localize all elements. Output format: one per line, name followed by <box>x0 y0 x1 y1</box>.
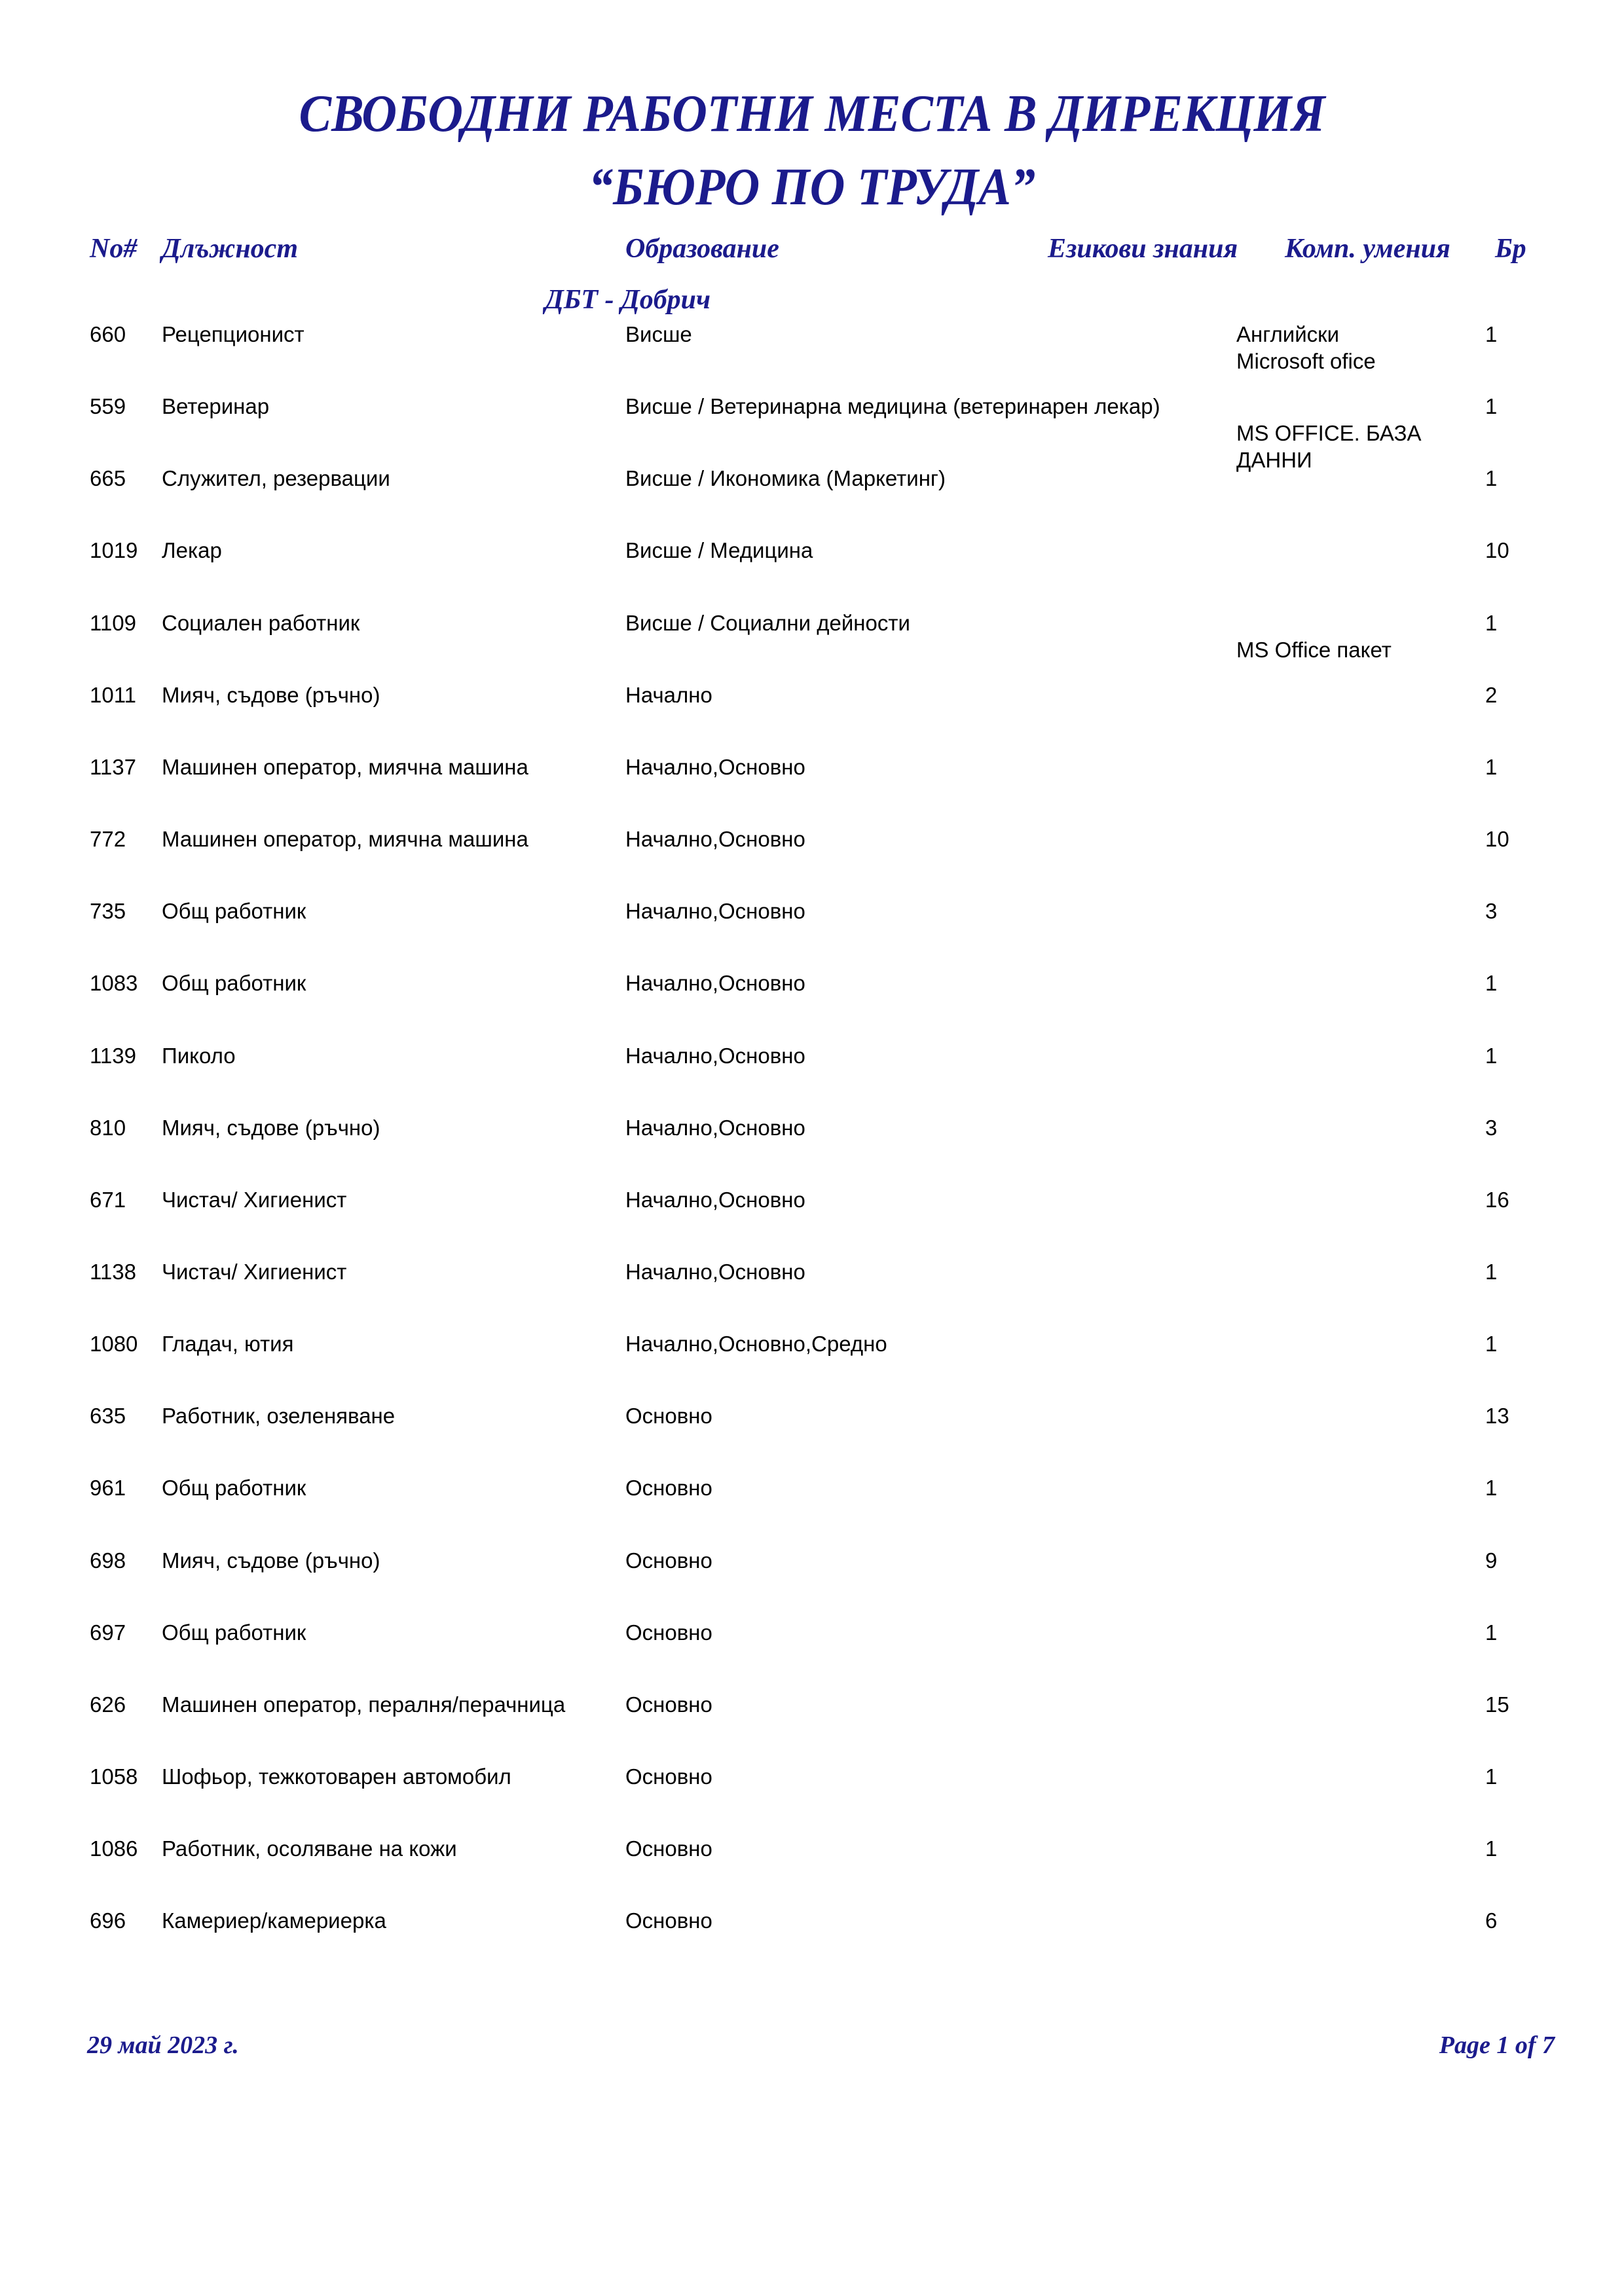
row-education: Начално,Основно,Средно <box>625 1332 887 1357</box>
row-education: Висше / Икономика (Маркетинг) <box>625 466 946 491</box>
table-row <box>0 393 1624 473</box>
column-header-position: Длъжност <box>162 234 298 264</box>
row-language <box>1236 898 1452 924</box>
row-language: Английски <box>1236 322 1340 346</box>
row-position: Машинен оператор, пералня/перачница <box>162 1692 566 1717</box>
row-education: Основно <box>625 1476 712 1501</box>
row-skills <box>1236 1763 1452 1790</box>
row-skills <box>1236 1835 1452 1862</box>
row-position: Машинен оператор, миячна машина <box>162 754 528 779</box>
row-skills <box>1236 898 1452 924</box>
row-language <box>1236 1907 1452 1934</box>
footer-page-number: Page 1 of 7 <box>1439 2032 1555 2059</box>
row-count: 1 <box>1485 1476 1498 1501</box>
column-header-no: No# <box>90 234 138 264</box>
row-number: 635 <box>90 1404 126 1429</box>
row-position: Ветеринар <box>162 394 270 419</box>
row-number: 1058 <box>90 1764 138 1789</box>
row-skills <box>1236 1258 1452 1285</box>
row-count: 1 <box>1485 394 1498 419</box>
row-skills <box>1236 970 1452 996</box>
table-row <box>0 1835 1624 1907</box>
row-skills <box>1236 1330 1452 1357</box>
section-header: ДБТ - Добрич <box>545 285 711 315</box>
page-title <box>57 77 1567 224</box>
row-position: Шофьор, тежкотоварен автомобил <box>162 1764 511 1789</box>
row-language <box>1236 1547 1452 1574</box>
table-row <box>0 321 1624 393</box>
row-education: Начално,Основно <box>625 1115 805 1140</box>
row-skills <box>1236 1547 1452 1574</box>
table-row <box>0 610 1624 682</box>
column-header-computer: Комп. умения <box>1285 234 1450 264</box>
page-title-line-2: “БЮРО ПО ТРУДА” <box>588 158 1036 216</box>
row-number: 1109 <box>90 610 136 635</box>
table-row <box>0 1547 1624 1619</box>
table-row <box>0 1258 1624 1330</box>
row-position: Общ работник <box>162 1620 306 1645</box>
row-education: Основно <box>625 1836 712 1861</box>
row-count: 1 <box>1485 610 1498 635</box>
row-number: 1086 <box>90 1836 138 1861</box>
row-count: 1 <box>1485 1332 1498 1357</box>
row-education: Начално,Основно <box>625 1043 805 1068</box>
table-row <box>0 754 1624 826</box>
table-row <box>0 1186 1624 1258</box>
row-position: Общ работник <box>162 1476 306 1501</box>
row-computer-skill: MS Office пакет <box>1236 637 1392 662</box>
table-row <box>0 465 1624 537</box>
table-row <box>0 1474 1624 1546</box>
row-skills <box>1236 1402 1452 1429</box>
table-row <box>0 537 1624 609</box>
row-language <box>1236 610 1452 636</box>
row-language <box>1236 1258 1452 1285</box>
row-education: Начално,Основно <box>625 754 805 779</box>
row-count: 1 <box>1485 466 1498 491</box>
row-language <box>1236 754 1452 780</box>
row-position: Машинен оператор, миячна машина <box>162 827 528 852</box>
row-computer-skill: ДАННИ <box>1236 448 1312 473</box>
row-count: 2 <box>1485 682 1498 707</box>
row-education: Основно <box>625 1620 712 1645</box>
row-count: 1 <box>1485 971 1498 996</box>
row-number: 1011 <box>90 682 136 707</box>
row-skills <box>1236 1691 1452 1718</box>
row-count: 9 <box>1485 1548 1498 1573</box>
row-count: 3 <box>1485 899 1498 924</box>
row-language <box>1236 970 1452 996</box>
row-count: 15 <box>1485 1692 1509 1717</box>
row-language <box>1236 682 1452 708</box>
row-language <box>1236 537 1452 564</box>
table-row <box>0 1691 1624 1763</box>
row-language <box>1236 1619 1452 1646</box>
table-header-row <box>0 233 1624 268</box>
table-row <box>0 682 1624 754</box>
row-position: Чистач/ Хигиенист <box>162 1259 347 1284</box>
row-count: 6 <box>1485 1908 1498 1933</box>
column-header-language: Езикови знания <box>1048 234 1238 264</box>
row-number: 559 <box>90 394 126 419</box>
row-education: Начално,Основно <box>625 971 805 996</box>
row-number: 961 <box>90 1476 126 1501</box>
row-language <box>1236 1402 1452 1429</box>
table-row <box>0 1619 1624 1691</box>
row-position: Общ работник <box>162 971 306 996</box>
row-count: 10 <box>1485 538 1509 563</box>
row-education: Висше / Ветеринарна медицина (ветеринарен лекар) <box>625 394 1160 419</box>
row-number: 626 <box>90 1692 126 1717</box>
row-count: 16 <box>1485 1187 1509 1212</box>
row-number: 1083 <box>90 971 138 996</box>
row-skills <box>1236 754 1452 780</box>
row-language <box>1236 1042 1452 1069</box>
row-language <box>1236 1763 1452 1790</box>
table-row <box>0 1907 1624 1979</box>
row-position: Служител, резервации <box>162 466 390 491</box>
row-education: Основно <box>625 1908 712 1933</box>
row-position: Социален работник <box>162 610 360 635</box>
row-position: Мияч, съдове (ръчно) <box>162 682 380 707</box>
row-skills <box>1236 1042 1452 1069</box>
table-row <box>0 1042 1624 1114</box>
row-position: Мияч, съдове (ръчно) <box>162 1548 380 1573</box>
row-skills <box>1236 321 1452 374</box>
row-education: Начално <box>625 682 712 707</box>
row-count: 13 <box>1485 1404 1509 1429</box>
row-education: Основно <box>625 1548 712 1573</box>
row-number: 1019 <box>90 538 138 563</box>
row-computer-skill: Microsoft ofice <box>1236 349 1376 373</box>
row-education: Начално,Основно <box>625 1187 805 1212</box>
row-number: 671 <box>90 1187 126 1212</box>
row-count: 1 <box>1485 1620 1498 1645</box>
row-number: 698 <box>90 1548 126 1573</box>
row-education: Основно <box>625 1404 712 1429</box>
row-position: Работник, осоляване на кожи <box>162 1836 457 1861</box>
row-number: 772 <box>90 827 126 852</box>
row-number: 1139 <box>90 1043 136 1068</box>
column-header-education: Образование <box>625 234 779 264</box>
row-position: Камериер/камериерка <box>162 1908 386 1933</box>
row-education: Начално,Основно <box>625 1259 805 1284</box>
row-education: Основно <box>625 1692 712 1717</box>
row-education: Висше / Медицина <box>625 538 813 563</box>
row-education: Основно <box>625 1764 712 1789</box>
row-skills <box>1236 1114 1452 1141</box>
table-row <box>0 1330 1624 1402</box>
row-skills <box>1236 1474 1452 1501</box>
row-language <box>1236 1835 1452 1862</box>
row-skills <box>1236 682 1452 708</box>
row-count: 10 <box>1485 827 1509 852</box>
row-position: Рецепционист <box>162 322 304 346</box>
row-count: 1 <box>1485 1043 1498 1068</box>
row-position: Пиколо <box>162 1043 236 1068</box>
row-education: Висше / Социални дейности <box>625 610 910 635</box>
row-language <box>1236 465 1452 492</box>
row-number: 696 <box>90 1908 126 1933</box>
row-skills <box>1236 1186 1452 1213</box>
row-count: 1 <box>1485 1836 1498 1861</box>
table-row <box>0 1114 1624 1186</box>
row-count: 1 <box>1485 1259 1498 1284</box>
row-education: Висше <box>625 322 692 346</box>
row-number: 665 <box>90 466 126 491</box>
row-number: 697 <box>90 1620 126 1645</box>
row-skills <box>1236 1907 1452 1934</box>
row-number: 810 <box>90 1115 126 1140</box>
row-language <box>1236 1114 1452 1141</box>
page-title-line-1: СВОБОДНИ РАБОТНИ МЕСТА В ДИРЕКЦИЯ <box>299 85 1325 143</box>
row-language <box>1236 1186 1452 1213</box>
row-position: Работник, озеленяване <box>162 1404 396 1429</box>
row-number: 1137 <box>90 754 136 779</box>
row-position: Общ работник <box>162 899 306 924</box>
row-language <box>1236 393 1452 420</box>
row-position: Лекар <box>162 538 222 563</box>
row-skills <box>1236 537 1452 564</box>
row-number: 735 <box>90 899 126 924</box>
row-number: 660 <box>90 322 126 346</box>
row-position: Мияч, съдове (ръчно) <box>162 1115 380 1140</box>
table-row <box>0 898 1624 970</box>
row-skills <box>1236 393 1452 473</box>
row-language <box>1236 1474 1452 1501</box>
footer-date: 29 май 2023 г. <box>87 2032 239 2059</box>
row-number: 1080 <box>90 1332 138 1357</box>
row-position: Чистач/ Хигиенист <box>162 1187 347 1212</box>
row-count: 1 <box>1485 1764 1498 1789</box>
table-row <box>0 1402 1624 1474</box>
row-education: Начално,Основно <box>625 827 805 852</box>
row-skills <box>1236 610 1452 663</box>
row-computer-skill: MS OFFICE. БАЗА <box>1236 421 1422 446</box>
row-skills <box>1236 465 1452 492</box>
row-count: 3 <box>1485 1115 1498 1140</box>
table-row <box>0 826 1624 898</box>
row-number: 1138 <box>90 1259 136 1284</box>
row-position: Гладач, ютия <box>162 1332 294 1357</box>
row-language <box>1236 1691 1452 1718</box>
column-header-count: Бр <box>1495 234 1526 264</box>
row-skills <box>1236 826 1452 852</box>
table-row <box>0 1763 1624 1835</box>
row-education: Начално,Основно <box>625 899 805 924</box>
row-count: 1 <box>1485 322 1498 346</box>
table-row <box>0 970 1624 1042</box>
row-language <box>1236 1330 1452 1357</box>
row-language <box>1236 826 1452 852</box>
row-skills <box>1236 1619 1452 1646</box>
row-count: 1 <box>1485 754 1498 779</box>
